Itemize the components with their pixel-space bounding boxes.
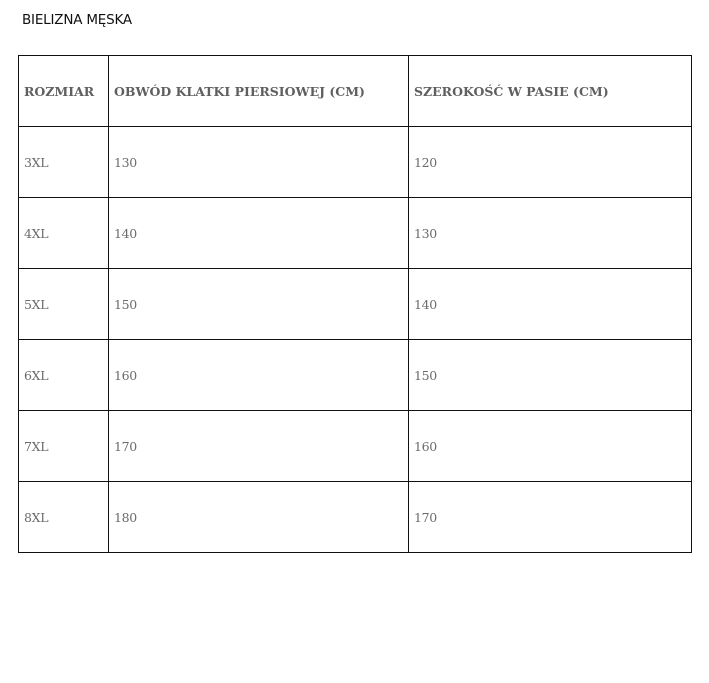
- cell-waist: 150: [409, 340, 692, 411]
- cell-chest: 160: [109, 340, 409, 411]
- table-header-row: [19, 56, 692, 127]
- cell-size: 4XL: [19, 198, 109, 269]
- cell-chest: 140: [109, 198, 409, 269]
- cell-chest: 150: [109, 269, 409, 340]
- table-row: [19, 269, 692, 340]
- cell-size: 6XL: [19, 340, 109, 411]
- table-row: [19, 411, 692, 482]
- cell-chest: 170: [109, 411, 409, 482]
- size-chart-table: [18, 55, 692, 553]
- cell-size: 8XL: [19, 482, 109, 553]
- cell-size: 3XL: [19, 127, 109, 198]
- cell-waist: 130: [409, 198, 692, 269]
- cell-size: 7XL: [19, 411, 109, 482]
- cell-chest: 130: [109, 127, 409, 198]
- table-row: [19, 198, 692, 269]
- table-row: [19, 127, 692, 198]
- cell-waist: 170: [409, 482, 692, 553]
- cell-waist: 140: [409, 269, 692, 340]
- header-chest: OBWÓD KLATKI PIERSIOWEJ (CM): [109, 56, 409, 127]
- cell-size: 5XL: [19, 269, 109, 340]
- header-size: ROZMIAR: [19, 56, 109, 127]
- header-waist: SZEROKOŚĆ W PASIE (CM): [409, 56, 692, 127]
- cell-chest: 180: [109, 482, 409, 553]
- cell-waist: 120: [409, 127, 692, 198]
- table-row: [19, 340, 692, 411]
- cell-waist: 160: [409, 411, 692, 482]
- table-row: [19, 482, 692, 553]
- page-title: BIELIZNA MĘSKA: [22, 12, 132, 28]
